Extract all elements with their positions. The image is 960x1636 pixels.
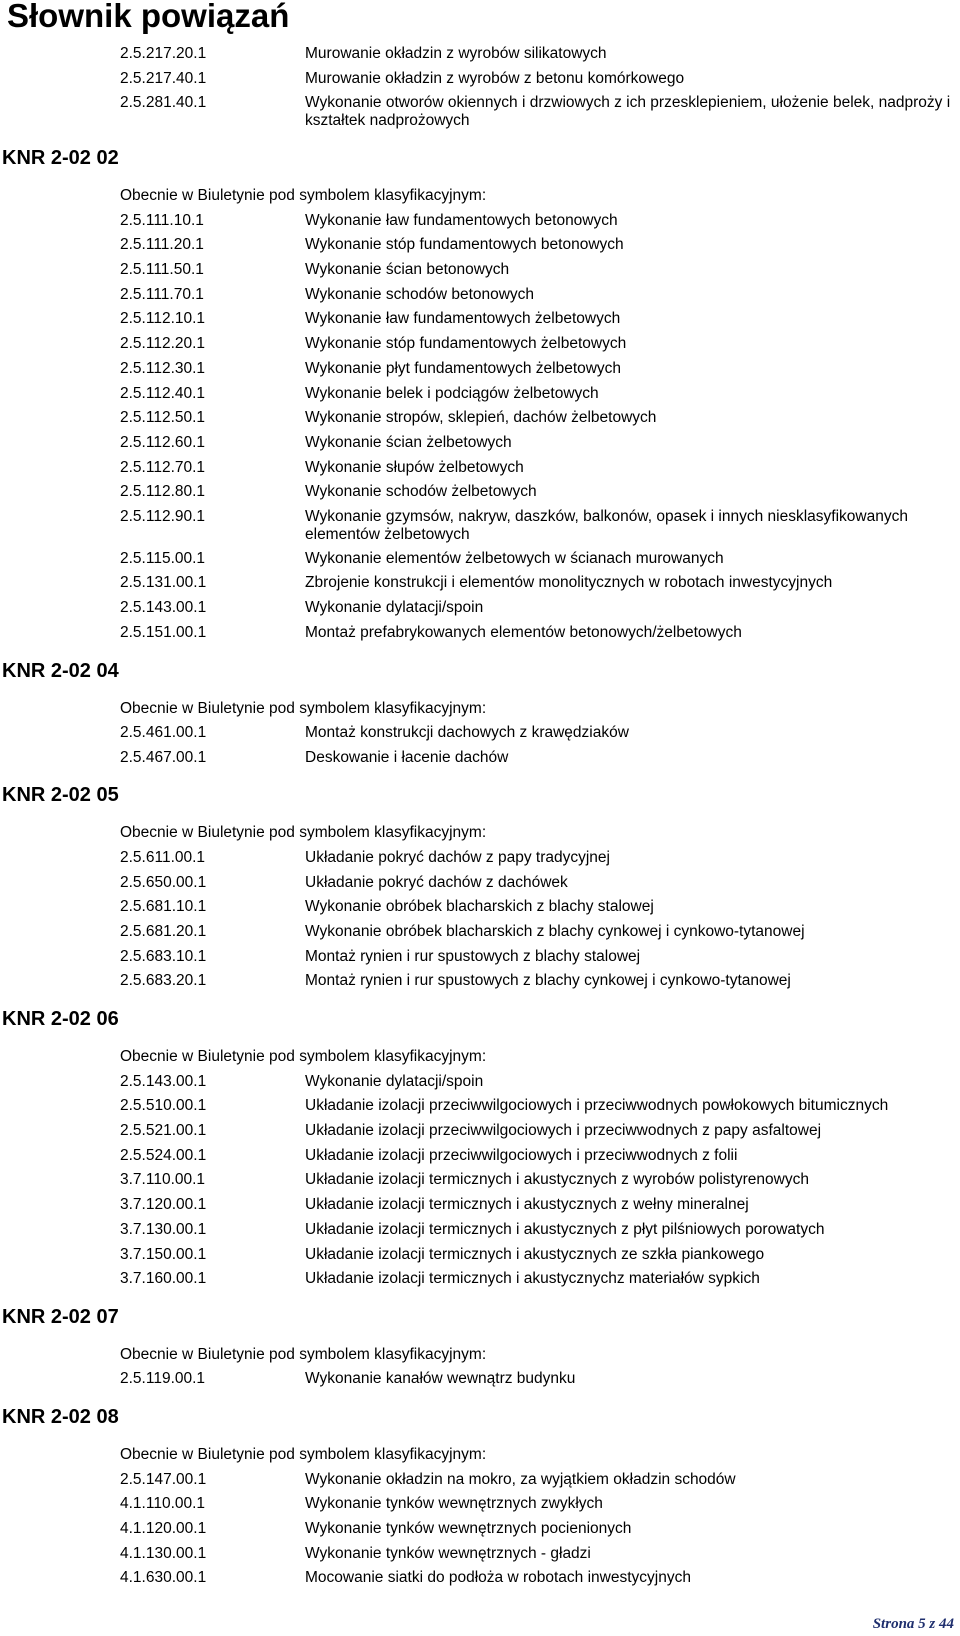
row-description: Układanie izolacji termicznych i akustycznych z wyrobów polistyrenowych [305, 1171, 809, 1189]
row-description: Wykonanie tynków wewnętrznych zwykłych [305, 1495, 603, 1513]
row-description: Wykonanie belek i podciągów żelbetowych [305, 384, 599, 402]
row-code: 2.5.112.70.1 [120, 458, 206, 476]
row-description: Mocowanie siatki do podłoża w robotach inwestycyjnych [305, 1569, 691, 1587]
row-description: Układanie izolacji termicznych i akustycznych ze szkła piankowego [305, 1245, 765, 1263]
row-code: 3.7.110.00.1 [120, 1171, 206, 1189]
section-note: Obecnie w Biuletynie pod symbolem klasyfikacyjnym: [120, 187, 487, 205]
row-code: 2.5.112.40.1 [120, 384, 206, 402]
row-description: Wykonanie obróbek blacharskich z blachy cynkowej i cynkowo-tytanowej [305, 923, 805, 940]
row-code: 2.5.111.10.1 [120, 211, 204, 229]
row-code: 2.5.217.40.1 [120, 69, 207, 87]
row-code: 2.5.131.00.1 [120, 574, 207, 592]
row-description: Wykonanie tynków wewnętrznych - gładzi [305, 1544, 591, 1562]
row-description: Wykonanie stóp fundamentowych żelbetowych [305, 335, 627, 353]
row-code: 3.7.130.00.1 [120, 1220, 207, 1238]
row-description: Wykonanie płyt fundamentowych żelbetowych [305, 359, 622, 377]
row-code: 2.5.281.40.1 [120, 94, 207, 112]
row-code: 2.5.143.00.1 [120, 1072, 207, 1090]
row-description: Wykonanie ław fundamentowych żelbetowych [305, 310, 621, 328]
row-code: 2.5.683.20.1 [120, 972, 207, 990]
row-description: Montaż prefabrykowanych elementów betonowych/żelbetowych [305, 623, 742, 641]
page-title: Słownik powiązań [7, 0, 290, 34]
section-heading: KNR 2-02 07 [2, 1305, 119, 1328]
row-description: Układanie izolacji termicznych i akustycznychz materiałów sypkich [305, 1270, 760, 1288]
row-code: 2.5.112.10.1 [120, 310, 206, 328]
page-number: Strona 5 z 44 [872, 1616, 954, 1632]
row-code: 2.5.115.00.1 [120, 549, 206, 567]
row-code: 2.5.112.80.1 [120, 483, 206, 501]
row-code: 2.5.461.00.1 [120, 724, 207, 741]
row-code: 3.7.150.00.1 [120, 1245, 207, 1263]
row-description: Wykonanie schodów betonowych [305, 285, 535, 303]
row-code: 2.5.467.00.1 [120, 748, 207, 766]
row-code: 2.5.111.50.1 [120, 261, 204, 278]
row-code: 4.1.130.00.1 [120, 1544, 207, 1562]
row-description: Wykonanie ścian betonowych [305, 261, 510, 278]
row-description: Układanie izolacji przeciwwilgociowych i przeciwwodnych z papy asfaltowej [305, 1122, 822, 1139]
row-description: Murowanie okładzin z wyrobów silikatowych [305, 45, 607, 62]
row-description: Wykonanie słupów żelbetowych [305, 458, 524, 476]
row-description: Wykonanie tynków wewnętrznych pocienionych [305, 1520, 632, 1537]
row-description: Zbrojenie konstrukcji i elementów monolitycznych w robotach inwestycyjnych [305, 574, 833, 592]
row-code: 3.7.160.00.1 [120, 1270, 207, 1288]
section-heading: KNR 2-02 05 [2, 784, 119, 807]
row-code: 2.5.112.60.1 [120, 433, 206, 451]
row-code: 2.5.112.30.1 [120, 359, 206, 377]
row-description: Wykonanie schodów żelbetowych [305, 483, 537, 501]
row-code: 4.1.110.00.1 [120, 1495, 206, 1513]
row-code: 2.5.112.20.1 [120, 335, 206, 353]
section-heading: KNR 2-02 04 [2, 659, 119, 682]
row-description: Montaż rynien i rur spustowych z blachy cynkowej i cynkowo-tytanowej [305, 972, 791, 990]
row-description: Montaż konstrukcji dachowych z krawędziaków [305, 724, 629, 741]
section-note: Obecnie w Biuletynie pod symbolem klasyfikacyjnym: [120, 1345, 487, 1363]
row-description: Wykonanie obróbek blacharskich z blachy stalowej [305, 898, 654, 916]
row-code: 2.5.681.10.1 [120, 898, 207, 916]
row-description: Wykonanie ław fundamentowych betonowych [305, 211, 618, 229]
row-description: Układanie izolacji termicznych i akustycznych z płyt pilśniowych porowatych [305, 1220, 825, 1238]
row-description: Wykonanie kanałów wewnątrz budynku [305, 1370, 576, 1388]
row-description: Montaż rynien i rur spustowych z blachy stalowej [305, 947, 641, 965]
row-code: 2.5.119.00.1 [120, 1370, 206, 1388]
row-description: Murowanie okładzin z wyrobów z betonu komórkowego [305, 69, 685, 87]
row-code: 2.5.510.00.1 [120, 1097, 207, 1115]
row-description: Wykonanie okładzin na mokro, za wyjątkiem okładzin schodów [305, 1470, 736, 1488]
row-description: Wykonanie dylatacji/spoin [305, 599, 484, 617]
row-code: 2.5.147.00.1 [120, 1470, 207, 1488]
section-note: Obecnie w Biuletynie pod symbolem klasyfikacyjnym: [120, 1446, 487, 1464]
row-description: Układanie izolacji przeciwwilgociowych i przeciwwodnych powłokowych bitumicznych [305, 1097, 889, 1115]
row-description: Układanie pokryć dachów z dachówek [305, 873, 568, 891]
row-code: 2.5.112.90.1 [120, 508, 206, 525]
row-description: Wykonanie ścian żelbetowych [305, 433, 512, 451]
row-description: Wykonanie elementów żelbetowych w ścianach murowanych [305, 549, 724, 567]
row-code: 2.5.524.00.1 [120, 1146, 207, 1164]
row-description: Wykonanie stropów, sklepień, dachów żelbetowych [305, 409, 657, 427]
row-description: Wykonanie stóp fundamentowych betonowych [305, 236, 624, 254]
row-description: Układanie izolacji termicznych i akustycznych z wełny mineralnej [305, 1196, 749, 1214]
row-code: 2.5.151.00.1 [120, 623, 207, 641]
row-description: Układanie izolacji przeciwwilgociowych i przeciwwodnych z folii [305, 1146, 738, 1164]
row-description: Deskowanie i łacenie dachów [305, 748, 509, 766]
section-note: Obecnie w Biuletynie pod symbolem klasyfikacyjnym: [120, 824, 487, 842]
row-code: 2.5.650.00.1 [120, 873, 207, 891]
row-code: 2.5.111.70.1 [120, 285, 204, 303]
row-code: 2.5.111.20.1 [120, 236, 204, 254]
row-code: 3.7.120.00.1 [120, 1196, 207, 1214]
row-code: 2.5.681.20.1 [120, 923, 207, 940]
row-code: 2.5.112.50.1 [120, 409, 206, 427]
section-heading: KNR 2-02 08 [2, 1406, 119, 1429]
section-note: Obecnie w Biuletynie pod symbolem klasyfikacyjnym: [120, 699, 487, 717]
row-description: Wykonanie gzymsów, nakryw, daszków, balkonów, opasek i innych niesklasyfikowanych elementów żelbetowych [305, 508, 908, 543]
section-heading: KNR 2-02 02 [2, 147, 119, 170]
row-description: Wykonanie otworów okiennych i drzwiowych z ich przesklepieniem, ułożenie belek, nadproży i kształtek nadprożowych [305, 94, 951, 130]
section-note: Obecnie w Biuletynie pod symbolem klasyfikacyjnym: [120, 1048, 487, 1066]
row-code: 2.5.143.00.1 [120, 599, 207, 617]
row-description: Wykonanie dylatacji/spoin [305, 1072, 484, 1090]
row-code: 4.1.630.00.1 [120, 1569, 207, 1587]
section-heading: KNR 2-02 06 [2, 1008, 119, 1031]
row-code: 2.5.521.00.1 [120, 1122, 207, 1139]
row-code: 2.5.611.00.1 [120, 848, 206, 866]
row-description: Układanie pokryć dachów z papy tradycyjnej [305, 848, 610, 866]
row-code: 4.1.120.00.1 [120, 1520, 207, 1537]
row-code: 2.5.217.20.1 [120, 45, 207, 62]
row-code: 2.5.683.10.1 [120, 947, 207, 965]
